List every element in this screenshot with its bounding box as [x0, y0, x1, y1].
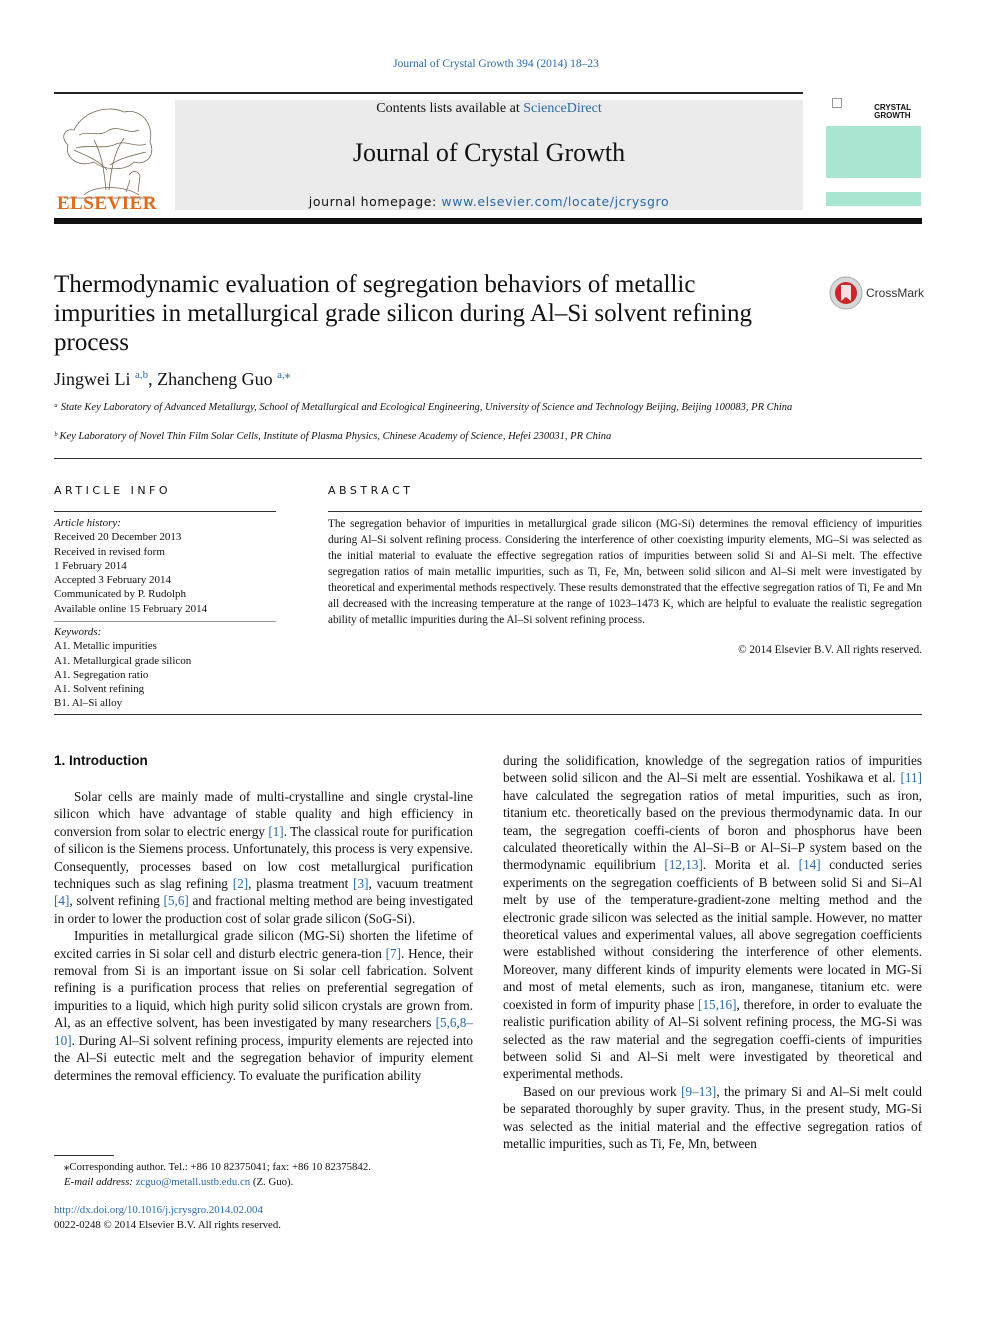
history-item: Received 20 December 2013	[54, 531, 182, 544]
citation-link[interactable]: [5,6,8–10]	[54, 1015, 473, 1048]
abstract-rule	[328, 511, 922, 512]
paragraph: Solar cells are mainly made of multi-crystalline and single crystal-line silicon which have advantage of stable quality and high efficiency in conversion from solar to electric energy [1]. The classical route for purification of silicon is the Siemens process. Unfortunately, this process is very expensive. Consequently, processes based on low cost metallurgical purification techniques such as slag refining [2], plasma treatment [3], vacuum treatment [4], solvent refining [5,6] and fractional melting method are being investigated in order to lower the production cost of solar grade silicon (SoG-Si).	[54, 789, 473, 926]
history-item: 1 February 2014	[54, 559, 127, 572]
body-rule	[54, 714, 922, 715]
keywords-block	[54, 625, 276, 711]
citation-link[interactable]: [11]	[900, 770, 922, 786]
body-column-left	[54, 788, 473, 1084]
section-heading: 1. Introduction	[54, 753, 148, 768]
keywords-label: Keywords:	[54, 626, 102, 638]
citation-link[interactable]: [4]	[54, 893, 70, 909]
abstract-copyright: © 2014 Elsevier B.V. All rights reserved.	[738, 644, 922, 656]
cover-teal-strip	[826, 192, 921, 206]
contents-availability: Contents lists available at ScienceDirect	[376, 101, 602, 116]
crossmark-icon	[828, 275, 864, 311]
affiliation-b: ᵇ Key Laboratory of Novel Thin Film Solar Cells, Institute of Plasma Physics, Chinese Academy of Science, Hefei 230031, PR China	[54, 431, 612, 442]
doi-link[interactable]: http://dx.doi.org/10.1016/j.jcrysgro.2014.02.004	[54, 1204, 263, 1216]
journal-cover-thumbnail[interactable]	[826, 96, 921, 212]
author-name[interactable]: Jingwei Li	[54, 369, 131, 389]
keywords-rule	[54, 621, 276, 622]
author-affiliation-marker[interactable]: a,b	[135, 369, 149, 381]
paragraph: Impurities in metallurgical grade silicon (MG-Si) shorten the lifetime of excited carries in Si solar cell and disturb electric genera-tion [7]. Hence, their removal from Si is an important issue on Si solar cell fabrication. Solvent refining is a purification process that relies on preferential segregation of impurities to a liquid, which high purity solid silicon crystals are grown from. Al, as an effective solvent, has been investigated by many researchers [5,6,8–10]. During Al–Si solvent refining process, impurity elements are rejected into the Al–Si eutectic melt and the segregation behavior of impurity element determines the removal efficiency. To evaluate the purification ability	[54, 928, 474, 1083]
article-title: Thermodynamic evaluation of segregation behaviors of metallic impurities in metallurgical grade silicon during Al–Si solvent refining process	[54, 271, 753, 356]
abstract-heading: ABSTRACT	[328, 484, 414, 497]
elsevier-wordmark: ELSEVIER	[56, 193, 158, 214]
paragraph: during the solidification, knowledge of the segregation ratios of impurities between solid silicon and the Al–Si melt are essential. Yoshikawa et al. [11] have calculated the segregation ratios of metal impurities, such as iron, titanium etc. theoretically based on the previous thermodynamic data. In our team, the segregation coeffi-cients of boron and phosphorus have been calculated theoretically within the Al–Si–B or Al–Si–P system based on the thermodynamic equilibrium [12,13]. Morita et al. [14] conducted series experiments on the segregation coefficients of B between solid Si and Si–Al melt by use of the temperature-gradient-zone melting method and the electronic grade silicon was selected as the initial sample. However, no matter theoretical values and experimental values, all above segregation coefficients were established without considering the interference of other elements. Moreover, many different kinds of impurity elements were located in MG-Si and most of metal elements, such as iron, manganese, titanium etc. were coexisted in form of impurity phase [15,16], therefore, in order to evaluate the realistic purification ability of Al–Si solvent refining process, the MG-Si was selected as the raw material and the segregation coeffi-cients of impurities between solid Si and Al–Si melt were investigated by theoretical and experimental methods.	[503, 753, 922, 1082]
author-separator: ,	[148, 369, 158, 389]
keyword-item: A1. Segregation ratio	[54, 668, 149, 681]
crossmark-badge[interactable]	[828, 275, 928, 311]
affiliation-rule	[54, 458, 922, 459]
article-info-rule	[54, 511, 276, 512]
citation-link[interactable]: [3]	[353, 876, 369, 892]
keyword-item: B1. Al–Si alloy	[54, 697, 123, 710]
journal-homepage: journal homepage: www.elsevier.com/locate/jcrysgro	[308, 194, 670, 209]
keyword-item: A1. Metallurgical grade silicon	[54, 654, 192, 667]
footnote-rule	[54, 1155, 114, 1156]
sciencedirect-link[interactable]: ScienceDirect	[523, 101, 602, 116]
journal-title: Journal of Crystal Growth	[352, 138, 626, 167]
homepage-link[interactable]: www.elsevier.com/locate/jcrysgro	[441, 194, 670, 209]
history-item: Received in revised form	[54, 545, 165, 558]
paragraph: Based on our previous work [9–13], the primary Si and Al–Si melt could be separated thoroughly by super gravity. Thus, in the present study, MG-Si was selected as the initial material and the effective segregation ratios of metallic impurities, such as Ti, Fe, Mn, between	[503, 1083, 922, 1151]
article-info-heading: ARTICLE INFO	[54, 484, 172, 497]
corresponding-author: ⁎Corresponding author. Tel.: +86 10 82375041; fax: +86 10 82375842.	[64, 1161, 371, 1173]
citation-link[interactable]: [12,13]	[664, 857, 703, 873]
citation-link[interactable]: [9–13]	[681, 1083, 717, 1099]
citation-link[interactable]: [5,6]	[163, 893, 189, 909]
article-history	[54, 516, 276, 616]
citation-link[interactable]: [14]	[798, 857, 821, 873]
history-item: Available online 15 February 2014	[54, 602, 208, 615]
header-rule	[54, 92, 803, 94]
author-name[interactable]: Zhancheng Guo	[157, 369, 273, 389]
citation-link[interactable]: [7]	[385, 945, 401, 961]
citation-link[interactable]: [15,16]	[698, 996, 737, 1012]
cover-teal-band	[826, 126, 921, 178]
history-label: Article history:	[54, 517, 121, 529]
header-thick-rule	[54, 218, 922, 224]
history-item: Communicated by P. Rudolph	[54, 588, 186, 601]
cover-emblem-icon	[832, 98, 842, 108]
email-link[interactable]: zcguo@metall.ustb.edu.cn	[135, 1175, 251, 1188]
email-suffix: (Z. Guo).	[250, 1175, 294, 1188]
author-list	[54, 368, 290, 390]
abstract-text: The segregation behavior of impurities in metallurgical grade silicon (MG-Si) determines the removal efficiency of impurities during Al–Si solvent refining process. Considering the interference of other coexisting impurity elements, MG–Si was selected as the initial material to evaluate the effective segregation ratios of impurities between solid Si and Al–Si melt. The effective segregation ratios of main metallic impurities, such as Ti, Fe, Mn, between solid silicon and Al–Si melt were investigated by theoretical and experimental methods respectively. These results demonstrated that the effective segregation ratios of Ti, Fe and Mn all decreased with the increasing temperature at the range of 1023–1473 K, which are helpful to evaluate the realistic segregation ability of metallic impurities during the Al–Si solvent refining process.	[328, 518, 922, 626]
cover-title: CRYSTAL GROWTH	[874, 103, 911, 120]
citation-link[interactable]: [2]	[232, 876, 249, 892]
keyword-item: A1. Solvent refining	[54, 683, 145, 696]
doi-block	[54, 1203, 281, 1232]
crossmark-label: CrossMark	[866, 286, 925, 300]
journal-reference[interactable]: Journal of Crystal Growth 394 (2014) 18–23	[393, 58, 599, 70]
issn-copyright: 0022-0248 © 2014 Elsevier B.V. All rights reserved.	[54, 1218, 281, 1231]
citation-link[interactable]: [1]	[268, 823, 284, 839]
email-label: E-mail address:	[64, 1175, 136, 1188]
corresponding-author-footnote	[54, 1160, 473, 1189]
history-item: Accepted 3 February 2014	[54, 574, 171, 587]
keyword-item: A1. Metallic impurities	[54, 640, 157, 653]
author-affiliation-marker[interactable]: a,⁎	[277, 369, 291, 381]
body-column-right	[503, 752, 922, 1152]
affiliation-a: ᵃ State Key Laboratory of Advanced Metallurgy, School of Metallurgical and Ecological Engineering, University of Science and Technology Beijing, Beijing 100083, PR China	[54, 402, 793, 413]
